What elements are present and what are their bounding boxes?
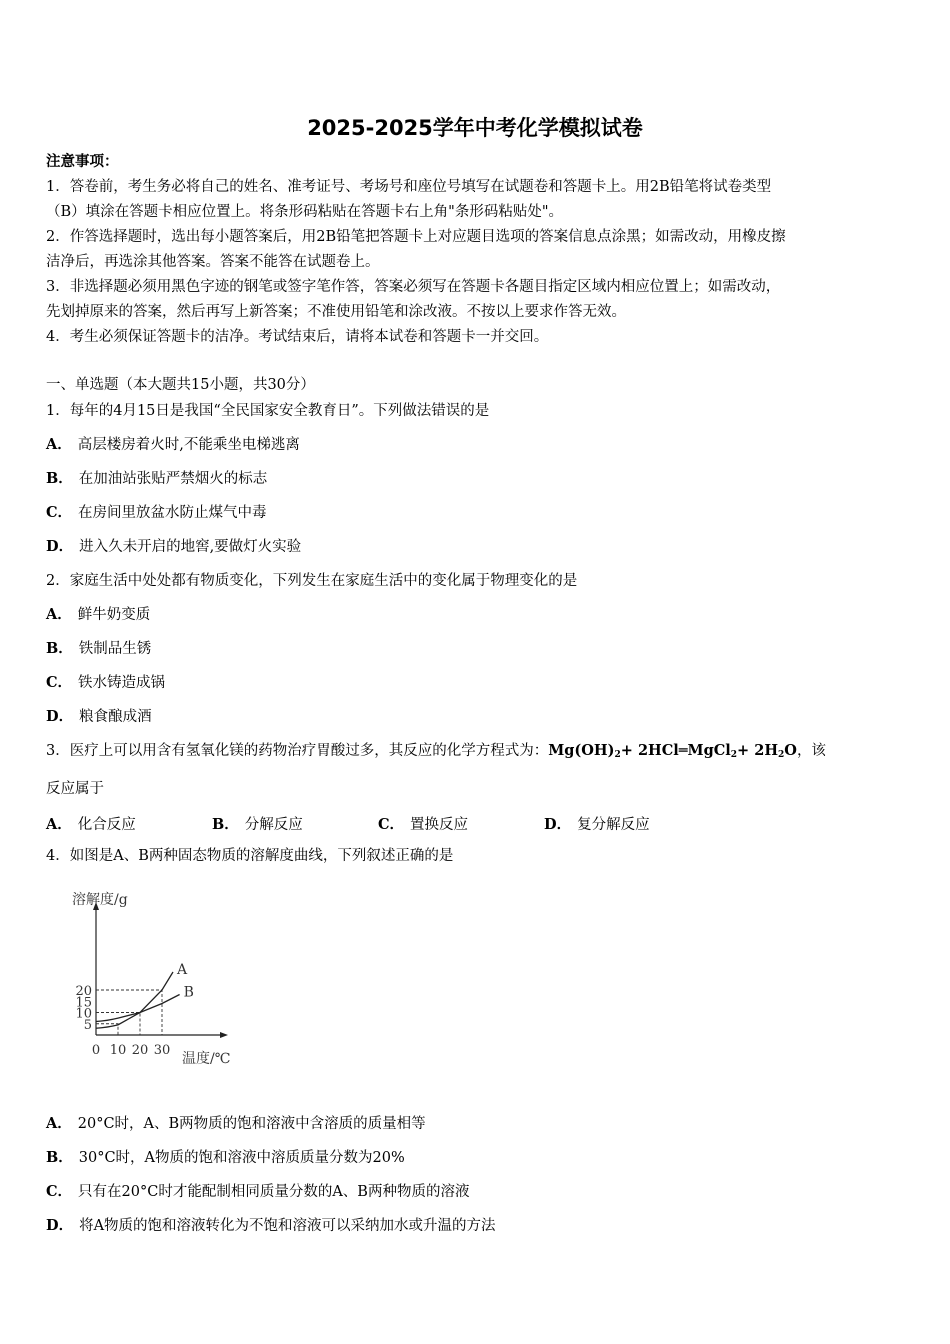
y-axis-label: 溶解度/g [72,892,128,908]
q1-option-d[interactable] [46,538,301,556]
option-label: C． [378,816,405,833]
series-a-label: A [177,962,188,978]
option-text: 复分解反应 [577,817,650,833]
option-text: 置换反应 [410,817,469,833]
x-axis-arrow [220,1032,228,1038]
notice-line: 2．作答选择题时，选出每小题答案后，用2B铅笔把答题卡上对应题目选项的答案信息点涂黑；如需改动，用橡皮擦 [46,229,786,245]
eq-sub: 2 [614,750,621,760]
option-label: B． [46,640,73,657]
q4-option-a[interactable] [46,1115,426,1133]
option-label: A． [46,816,72,833]
notice-line: 先划掉原来的答案，然后再写上新答案；不准使用铅笔和涂改液。不按以上要求作答无效。 [46,304,626,320]
option-text: 进入久未开启的地窖,要做灯火实验 [79,539,302,555]
option-label: D． [544,816,572,833]
q3-option-a[interactable] [46,813,212,834]
y-tick-label: 5 [83,1017,92,1033]
section-heading: 一、单选题（本大题共15小题，共30分） [46,377,315,393]
option-text: 只有在20°C时才能配制相同质量分数的A、B两种物质的溶液 [78,1184,470,1200]
eq-sub: 2 [730,750,738,760]
stem-text: 3．医疗上可以用含有氢氧化镁的药物治疗胃酸过多，其反应的化学方程式为： [46,743,549,759]
q2-option-b[interactable] [46,640,151,658]
y-tick-label: 20 [75,984,92,999]
question-3-stem-line2: 反应属于 [46,781,104,797]
eq-sub: 2 [778,750,785,760]
option-text: 分解反应 [244,817,303,833]
q3-options-row [46,813,710,834]
option-label: B． [46,470,73,487]
option-text: 在加油站张贴严禁烟火的标志 [78,471,268,487]
option-label: C． [46,504,73,521]
x-tick-label: 30 [153,1043,171,1058]
option-label: A． [46,1115,72,1132]
stem-text: ，该 [796,743,826,759]
y-tick-label: 10 [75,1006,92,1022]
eq-part: O [784,742,797,759]
q2-option-d[interactable] [46,708,152,726]
option-label: C． [46,674,73,691]
eq-part: Mg(OH) [548,742,615,759]
notice-line: （B）填涂在答题卡相应位置上。将条形码粘贴在答题卡右上角"条形码粘贴处"。 [46,204,563,220]
option-label: D． [46,1217,74,1234]
series-b-label: B [183,984,194,1001]
option-label: B． [212,816,239,833]
option-label: B． [46,1149,73,1166]
q1-option-a[interactable] [46,436,300,454]
option-text: 铁制品生锈 [78,641,152,657]
series-b-curve [96,995,180,1022]
option-label: D． [46,708,74,725]
option-text: 铁水铸造成锅 [78,675,166,691]
option-label: C． [46,1183,73,1200]
option-text: 高层楼房着火时,不能乘坐电梯逃离 [77,437,300,453]
eq-part: + 2H [737,742,779,759]
notice-line: 3．非选择题必须用黑色字迹的钢笔或签字笔作答，答案必须写在答题卡各题目指定区域内相应位置上；如需改动， [46,279,781,295]
option-text: 在房间里放盆水防止煤气中毒 [78,505,267,521]
option-text: 20°C时，A、B两物质的饱和溶液中含溶质的质量相等 [77,1116,426,1132]
q3-option-d[interactable] [544,813,710,834]
chemical-equation [548,742,797,759]
q3-option-b[interactable] [212,813,378,834]
eq-part: + 2HCl═MgCl [620,742,731,759]
notice-line: 1．答卷前，考生务必将自己的姓名、准考证号、考场号和座位号填写在试题卷和答题卡上。用2B铅笔将试卷类型 [46,179,772,195]
q1-option-c[interactable] [46,504,267,522]
notice-line: 4．考生必须保证答题卡的洁净。考试结束后，请将本试卷和答题卡一并交回。 [46,329,549,345]
q2-option-c[interactable] [46,674,165,692]
question-3-stem [46,742,826,764]
y-tick-label: 15 [75,995,92,1011]
option-text: 鲜牛奶变质 [77,607,151,623]
q1-option-b[interactable] [46,470,267,488]
question-1-stem: 1．每年的4月15日是我国“全民国家安全教育日”。下列做法错误的是 [46,403,490,419]
solubility-chart [62,882,242,1072]
option-label: D． [46,538,74,555]
option-label: A． [46,606,72,623]
notice-line: 洁净后，再选涂其他答案。答案不能答在试题卷上。 [46,254,380,270]
question-2-stem: 2．家庭生活中处处都有物质变化，下列发生在家庭生活中的变化属于物理变化的是 [46,573,578,589]
x-tick-label: 0 [91,1043,101,1058]
option-text: 30°C时，A物质的饱和溶液中溶质质量分数为20% [78,1150,405,1166]
x-tick-label: 20 [131,1043,149,1058]
q2-option-a[interactable] [46,606,150,624]
q4-option-c[interactable] [46,1183,469,1201]
x-axis-label: 温度/℃ [182,1051,231,1067]
q4-option-d[interactable] [46,1217,496,1235]
page-title: 2025-2025学年中考化学模拟试卷 [307,116,643,140]
option-text: 将A物质的饱和溶液转化为不饱和溶液可以采纳加水或升温的方法 [79,1218,496,1234]
q4-option-b[interactable] [46,1149,405,1167]
option-label: A． [46,436,72,453]
x-tick-label: 10 [109,1043,127,1058]
option-text: 粮食酿成酒 [79,709,152,725]
question-4-stem: 4．如图是A、B两种固态物质的溶解度曲线，下列叙述正确的是 [46,848,454,864]
notice-heading: 注意事项： [46,153,119,170]
q3-option-c[interactable] [378,813,544,834]
option-text: 化合反应 [77,817,136,833]
